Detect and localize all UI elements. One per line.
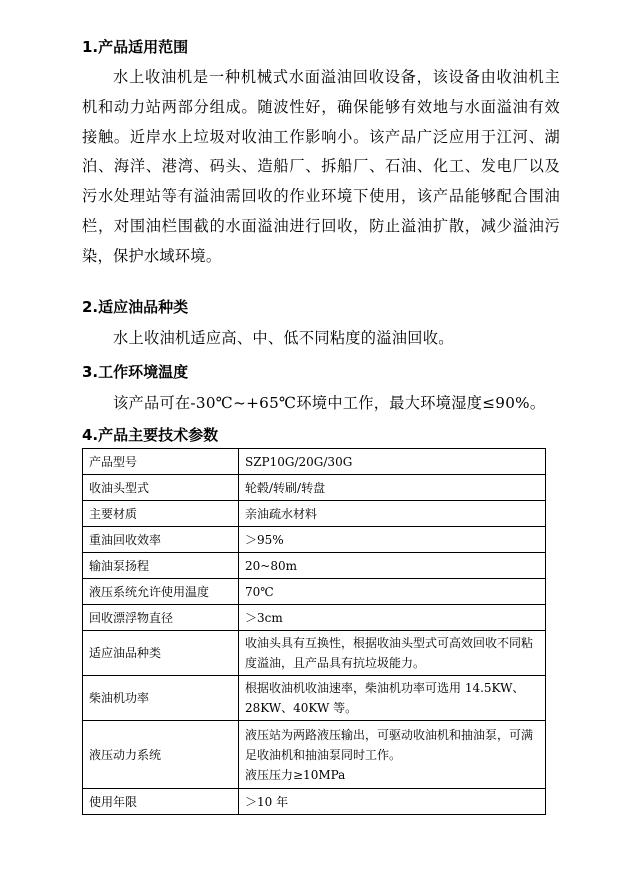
table-row [83, 527, 546, 553]
table-row [83, 475, 546, 501]
param-value: ＞3cm [239, 605, 546, 631]
param-name: 输油泵扬程 [83, 553, 239, 579]
section-1-heading: 1.产品适用范围 [82, 38, 189, 56]
param-name: 液压动力系统 [83, 721, 239, 789]
param-name: 产品型号 [83, 449, 239, 475]
param-name: 液压系统允许使用温度 [83, 579, 239, 605]
param-name: 适应油品种类 [83, 631, 239, 676]
param-value-line: 液压站为两路液压输出，可驱动收油机和抽油泵，可满足收油机和抽油泵同时工作。 [245, 727, 534, 762]
table-row [83, 501, 546, 527]
section-4-heading: 4.产品主要技术参数 [82, 426, 219, 444]
param-value-line: 液压压力≥10MPa [245, 767, 346, 782]
table-row [83, 789, 546, 815]
param-value: ＞10 年 [239, 789, 546, 815]
section-2-heading: 2.适应油品种类 [82, 298, 189, 316]
table-row [83, 721, 546, 789]
param-name: 收油头型式 [83, 475, 239, 501]
table-row [83, 631, 546, 676]
param-value: 轮毂/转刷/转盘 [239, 475, 546, 501]
table-row [83, 449, 546, 475]
param-name: 主要材质 [83, 501, 239, 527]
section-3-text: 该产品可在-30℃~+65℃环境中工作，最大环境湿度≤90%。 [113, 394, 546, 412]
param-value: ＞95% [239, 527, 546, 553]
param-name: 柴油机功率 [83, 676, 239, 721]
table-row [83, 605, 546, 631]
param-value: 20~80m [239, 553, 546, 579]
param-name: 使用年限 [83, 789, 239, 815]
param-value: 根据收油机收油速率，柴油机功率可选用 14.5KW、28KW、40KW 等。 [239, 676, 546, 721]
section-1-paragraph: 水上收油机是一种机械式水面溢油回收设备，该设备由收油机主机和动力站两部分组成。随波性好，确保能够有效地与水面溢油有效接触。近岸水上垃圾对收油工作影响小。该产品广泛应用于江河、湖泊、海洋、港湾、码头、造船厂、拆船厂、石油、化工、发电厂以及污水处理站等有溢油需回收的作业环境下使用，该产品能够配合围油栏，对围油栏围截的水面溢油进行回收，防止溢油扩散，减少溢油污染，保护水域环境。 [82, 68, 560, 265]
param-value: SZP10G/20G/30G [239, 449, 546, 475]
section-3-heading: 3.工作环境温度 [82, 363, 189, 381]
table-row [83, 553, 546, 579]
table-row [83, 579, 546, 605]
param-value: 70℃ [239, 579, 546, 605]
param-value [239, 721, 546, 789]
param-name: 重油回收效率 [83, 527, 239, 553]
param-value: 亲油疏水材料 [239, 501, 546, 527]
param-value: 收油头具有互换性，根据收油头型式可高效回收不同粘度溢油，且产品具有抗垃圾能力。 [239, 631, 546, 676]
tech-params-table [82, 448, 546, 815]
section-2-text: 水上收油机适应高、中、低不同粘度的溢油回收。 [113, 329, 454, 347]
param-name: 回收漂浮物直径 [83, 605, 239, 631]
table-row [83, 676, 546, 721]
